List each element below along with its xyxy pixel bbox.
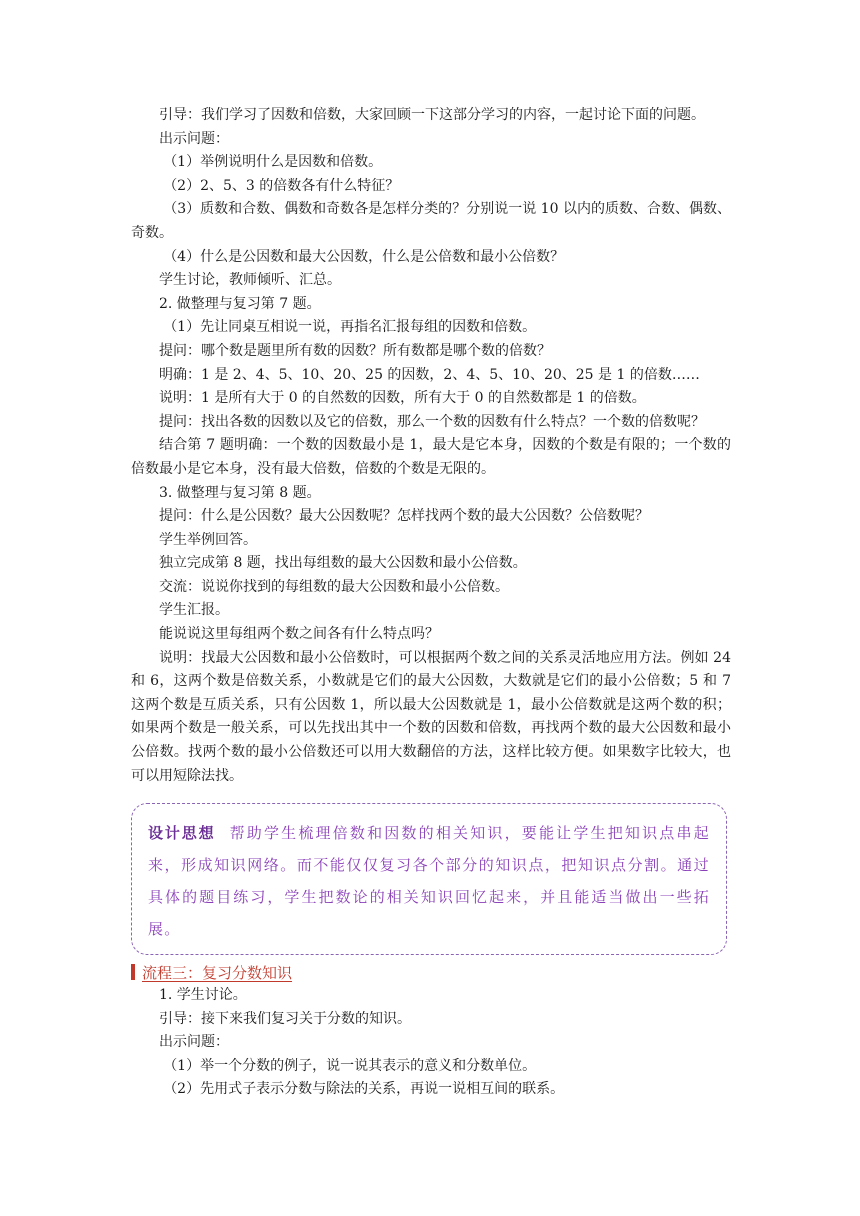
paragraph: 提问：什么是公因数？最大公因数呢？怎样找两个数的最大公因数？公倍数呢？ [159, 508, 649, 525]
paragraph: 结合第 7 题明确：一个数的因数最小是 1，最大是它本身，因数的个数是有限的；一个数的倍数最小是它本身，没有最大倍数，倍数的个数是无限的。 [131, 437, 731, 477]
design-note-label: 设计思想 [148, 824, 216, 842]
section-title: 流程三：复习分数知识 [142, 963, 293, 982]
paragraph: 2. 做整理与复习第 7 题。 [159, 295, 321, 312]
main-text [131, 104, 731, 788]
paragraph: （2）2、5、3 的倍数各有什么特征？ [163, 177, 400, 194]
paragraph: 独立完成第 8 题，找出每组数的最大公因数和最小公倍数。 [159, 555, 527, 572]
paragraph: 引导：接下来我们复习关于分数的知识。 [159, 1010, 411, 1027]
paragraph: （3）质数和合数、偶数和奇数各是怎样分类的？分别说一说 10 以内的质数、合数、偶数、奇数。 [131, 201, 731, 241]
paragraph: 说明：1 是所有大于 0 的自然数的因数，所有大于 0 的自然数都是 1 的倍数。 [159, 390, 646, 407]
paragraph: 交流：说说你找到的每组数的最大公因数和最小公倍数。 [159, 578, 509, 595]
paragraph: 学生汇报。 [159, 602, 229, 619]
paragraph: 3. 做整理与复习第 8 题。 [159, 484, 321, 501]
paragraph: 明确：1 是 2、4、5、10、20、25 的因数，2、4、5、10、20、25 是 1 的倍数…… [159, 366, 700, 383]
design-note-text: 帮助学生梳理倍数和因数的相关知识，要能让学生把知识点串起来，形成知识网络。而不能仅仅复习各个部分的知识点，把知识点分割。通过具体的题目练习，学生把数论的相关知识回忆起来，并且能适当做出一些拓展。 [148, 824, 710, 938]
paragraph: 出示问题： [159, 130, 229, 147]
section-heading [131, 962, 292, 982]
paragraph: 学生讨论，教师倾听、汇总。 [159, 272, 341, 289]
paragraph: 学生举例回答。 [159, 531, 257, 548]
paragraph: （1）举一个分数的例子，说一说其表示的意义和分数单位。 [163, 1057, 537, 1074]
design-note-box [131, 803, 727, 955]
paragraph: 能说说这里每组两个数之间各有什么特点吗？ [159, 626, 439, 643]
paragraph: 出示问题： [159, 1034, 229, 1051]
paragraph: （4）什么是公因数和最大公因数，什么是公倍数和最小公倍数？ [163, 248, 565, 265]
paragraph: 提问：哪个数是题里所有数的因数？所有数都是哪个数的倍数？ [159, 342, 551, 359]
section-marker [131, 964, 135, 980]
paragraph: 1. 学生讨论。 [159, 987, 247, 1003]
section-text [131, 984, 731, 1102]
design-note [148, 817, 710, 945]
paragraph: （1）先让同桌互相说一说，再指名汇报每组的因数和倍数。 [163, 319, 537, 336]
paragraph: 提问：找出各数的因数以及它的倍数，那么一个数的因数有什么特点？一个数的倍数呢？ [159, 413, 705, 430]
paragraph: 引导：我们学习了因数和倍数，大家回顾一下这部分学习的内容，一起讨论下面的问题。 [159, 107, 705, 123]
paragraph: 说明：找最大公因数和最小公倍数时，可以根据两个数之间的关系灵活地应用方法。例如 24 和 6，这两个数是倍数关系，小数就是它们的最大公因数，大数就是它们的最小公倍数；5 和 7 这两个数是互质关系，只有公因数 1，所以最大公因数就是 1，最小公倍数就是这两个数的积；如果两个数是一般关系，可以先找出其中一个数的因数和倍数，再找两个数的最大公因数和最小公倍数。找两个数的最小公倍数还可以用大数翻倍的方法，这样比较方便。如果数字比较大，也可以用短除法找。 [131, 649, 731, 784]
paragraph: （2）先用式子表示分数与除法的关系，再说一说相互间的联系。 [163, 1081, 565, 1098]
paragraph: （1）举例说明什么是因数和倍数。 [163, 154, 383, 171]
